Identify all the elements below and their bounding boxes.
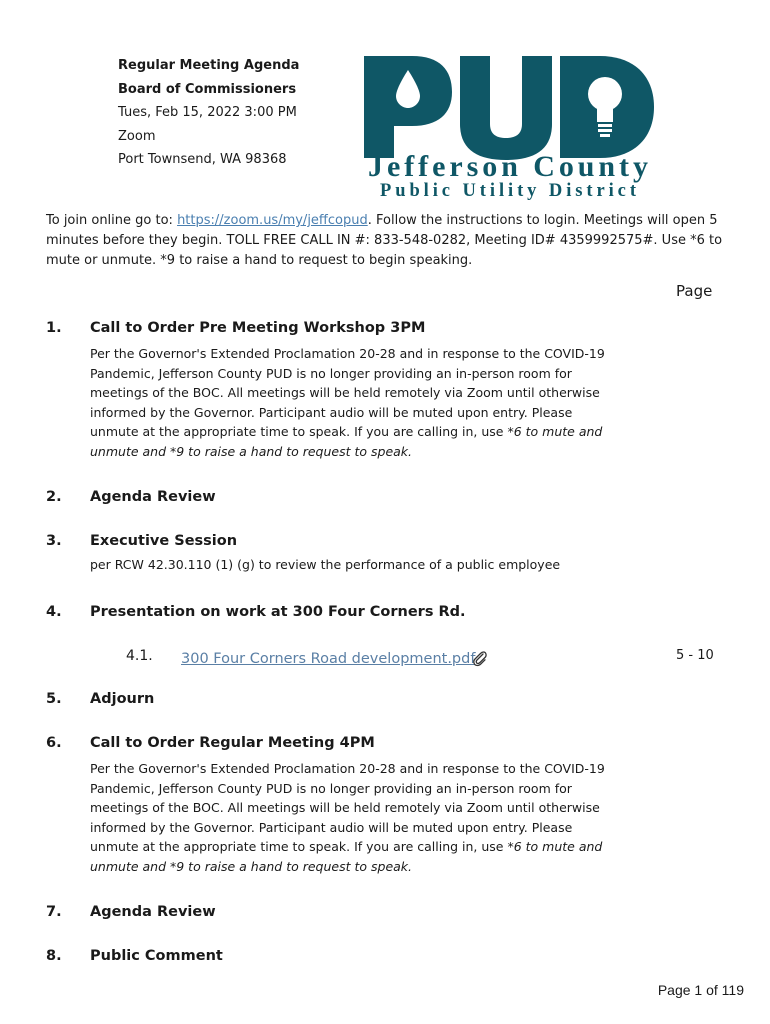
item-number: 7. — [46, 904, 62, 920]
item-number: 2. — [46, 489, 62, 505]
item-number: 8. — [46, 948, 62, 964]
agenda-item — [46, 604, 726, 620]
attachment-link[interactable]: 300 Four Corners Road development.pdf — [181, 651, 476, 667]
page-column-header: Page — [676, 282, 713, 300]
board-name: Board of Commissioners — [118, 81, 297, 97]
item-title: Call to Order Regular Meeting 4PM — [90, 735, 375, 751]
item-title: Presentation on work at 300 Four Corners Rd. — [90, 604, 466, 620]
sub-item-number: 4.1. — [126, 648, 153, 664]
item-number: 3. — [46, 533, 62, 549]
page-footer: Page 1 of 119 — [657, 982, 744, 998]
agenda-item — [46, 533, 726, 575]
item-description: Per the Governor's Extended Proclamation 20-28 and in response to the COVID-19 Pandemic, Jefferson County PUD is no longer providing an in-person room for meetings of the BOC. All meetings will be held remotely via Zoom until otherwise informed by the Governor. Participant audio will be muted upon entry. Please unmute at the appropriate time to speak. If you are calling in, use *6 to mute and unmute and *9 to raise a hand to request to speak. — [90, 761, 605, 874]
logo-line2: Public Utility District — [380, 181, 636, 200]
agenda-item — [46, 691, 726, 707]
item-title: Public Comment — [90, 948, 223, 964]
item-title: Agenda Review — [90, 904, 216, 920]
item-title: Executive Session — [90, 533, 238, 549]
sub-item-pages: 5 - 10 — [676, 648, 714, 663]
item-description: Per the Governor's Extended Proclamation 20-28 and in response to the COVID-19 Pandemic, Jefferson County PUD is no longer providing an in-person room for meetings of the BOC. All meetings will be held remotely via Zoom until otherwise informed by the Governor. Participant audio will be muted upon entry. Please unmute at the appropriate time to speak. If you are calling in, use *6 to mute and unmute and *9 to raise a hand to request to speak. — [90, 346, 605, 459]
join-instructions — [46, 211, 736, 271]
item-number: 4. — [46, 604, 62, 620]
agenda-item — [46, 948, 726, 964]
item-number: 5. — [46, 691, 62, 707]
item-number: 1. — [46, 320, 62, 336]
meeting-address: Port Townsend, WA 98368 — [118, 152, 287, 167]
item-title: Adjourn — [90, 691, 155, 707]
agenda-item — [46, 735, 726, 876]
logo-line1: Jefferson County — [368, 150, 648, 183]
join-suffix: . Follow the instructions to login. Meetings will open 5 minutes before they begin. TOLL FREE CALL IN #: 833-548-0282, Meeting ID# 4359992575#. Use *6 to mute or unmute. *9 to raise a hand to request to begin speaking. — [46, 213, 723, 268]
pud-logo — [362, 52, 654, 200]
join-prefix: To join online go to: — [46, 213, 178, 228]
agenda-item — [46, 489, 726, 505]
meeting-header — [118, 54, 299, 172]
item-description: per RCW 42.30.110 (1) (g) to review the performance of a public employee — [90, 557, 561, 572]
item-number: 6. — [46, 735, 62, 751]
item-title: Call to Order Pre Meeting Workshop 3PM — [90, 320, 426, 336]
meeting-datetime: Tues, Feb 15, 2022 3:00 PM — [118, 105, 297, 120]
paperclip-icon[interactable] — [472, 650, 488, 668]
item-title: Agenda Review — [90, 489, 216, 505]
agenda-item — [46, 904, 726, 920]
zoom-link[interactable]: https://zoom.us/my/jeffcopud — [177, 213, 368, 228]
meeting-location: Zoom — [118, 128, 156, 144]
logo-letters — [0, 0, 1, 1]
agenda-item — [46, 320, 726, 461]
agenda-title: Regular Meeting Agenda — [118, 58, 300, 73]
